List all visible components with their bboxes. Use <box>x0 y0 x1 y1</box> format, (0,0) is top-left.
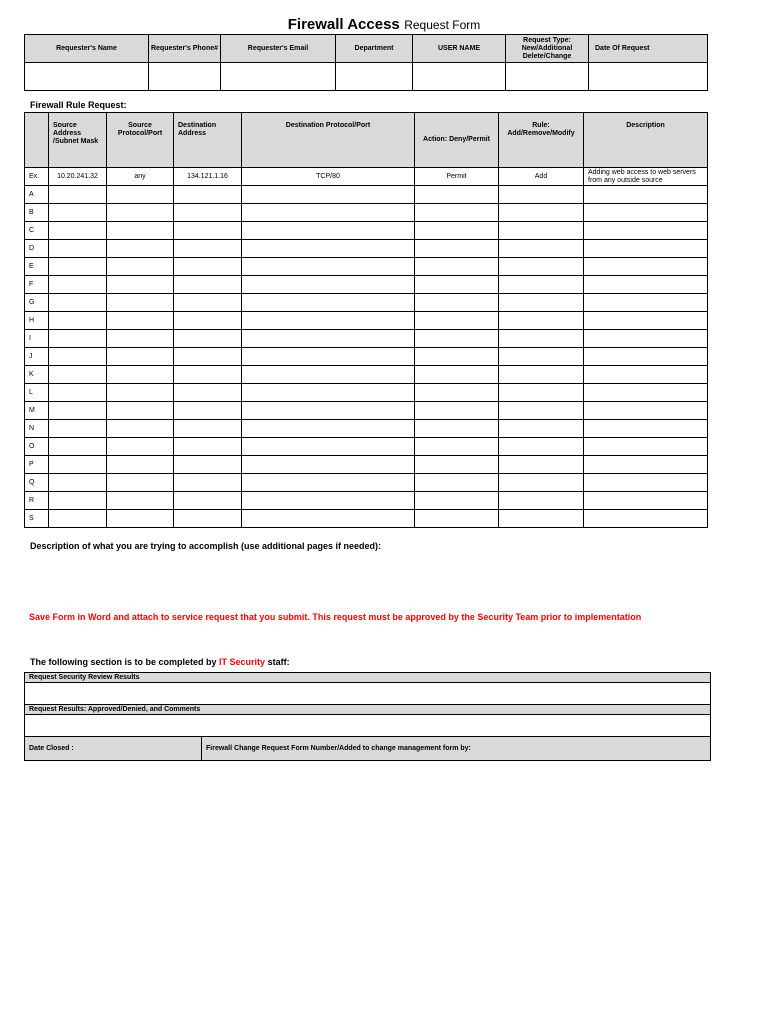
header-rule: Rule: Add/Remove/Modify <box>499 113 584 168</box>
rule-cell[interactable] <box>499 366 584 384</box>
rule-row <box>25 294 708 312</box>
rule-cell[interactable] <box>499 294 584 312</box>
source-address-cell[interactable] <box>49 510 107 528</box>
row-letter: M <box>25 402 49 420</box>
source-address-cell[interactable] <box>49 402 107 420</box>
rule-cell[interactable] <box>499 240 584 258</box>
rule-cell[interactable] <box>499 402 584 420</box>
row-letter: P <box>25 456 49 474</box>
description-cell[interactable] <box>584 240 708 258</box>
destination-protocol-cell[interactable] <box>242 186 415 204</box>
description-cell[interactable] <box>584 510 708 528</box>
example-action: Permit <box>415 168 499 186</box>
destination-protocol-cell[interactable] <box>242 510 415 528</box>
row-letter: J <box>25 348 49 366</box>
action-cell[interactable] <box>415 258 499 276</box>
form-title <box>0 16 768 34</box>
row-letter: L <box>25 384 49 402</box>
example-destination-protocol: TCP/80 <box>242 168 415 186</box>
source-address-cell[interactable] <box>49 240 107 258</box>
row-letter: C <box>25 222 49 240</box>
source-address-cell[interactable] <box>49 222 107 240</box>
header-date-of-request: Date Of Request <box>589 35 708 63</box>
description-cell[interactable] <box>584 294 708 312</box>
action-cell[interactable] <box>415 276 499 294</box>
row-letter: F <box>25 276 49 294</box>
header-requester-email: Requester's Email <box>221 35 336 63</box>
requester-phone-field[interactable] <box>149 63 221 91</box>
destination-protocol-cell[interactable] <box>242 420 415 438</box>
security-section-prefix: The following section is to be completed by <box>30 657 217 667</box>
destination-address-cell[interactable] <box>174 294 242 312</box>
source-protocol-cell[interactable] <box>107 420 174 438</box>
rule-cell[interactable] <box>499 222 584 240</box>
header-department: Department <box>336 35 413 63</box>
rule-cell[interactable] <box>499 312 584 330</box>
rule-row <box>25 222 708 240</box>
rule-cell[interactable] <box>499 492 584 510</box>
header-requester-name: Requester's Name <box>25 35 149 63</box>
rule-row <box>25 276 708 294</box>
source-protocol-cell[interactable] <box>107 276 174 294</box>
destination-protocol-cell[interactable] <box>242 366 415 384</box>
destination-protocol-cell[interactable] <box>242 294 415 312</box>
row-letter: O <box>25 438 49 456</box>
rule-cell[interactable] <box>499 276 584 294</box>
description-cell[interactable] <box>584 222 708 240</box>
destination-address-cell[interactable] <box>174 384 242 402</box>
source-address-cell[interactable] <box>49 276 107 294</box>
source-address-cell[interactable] <box>49 474 107 492</box>
destination-address-cell[interactable] <box>174 366 242 384</box>
rule-row <box>25 366 708 384</box>
action-cell[interactable] <box>415 492 499 510</box>
action-cell[interactable] <box>415 474 499 492</box>
row-letter: I <box>25 330 49 348</box>
destination-protocol-cell[interactable] <box>242 204 415 222</box>
destination-protocol-cell[interactable] <box>242 456 415 474</box>
action-cell[interactable] <box>415 330 499 348</box>
date-closed-field[interactable]: Date Closed : <box>25 737 202 761</box>
header-source-address: Source Address /Subnet Mask <box>49 113 107 168</box>
description-cell[interactable] <box>584 366 708 384</box>
source-protocol-cell[interactable] <box>107 258 174 276</box>
example-rule: Add <box>499 168 584 186</box>
rule-row <box>25 330 708 348</box>
destination-address-cell[interactable] <box>174 330 242 348</box>
destination-address-cell[interactable] <box>174 258 242 276</box>
source-protocol-cell[interactable] <box>107 240 174 258</box>
example-destination-address: 134.121.1.16 <box>174 168 242 186</box>
save-form-notice: Save Form in Word and attach to service request that you submit. This request must be approved by the Security Team prior to implementation <box>29 612 642 622</box>
rule-row <box>25 456 708 474</box>
change-form-field[interactable]: Firewall Change Request Form Number/Added to change management form by: <box>202 737 711 761</box>
form-title-bold: Firewall Access <box>287 16 400 33</box>
example-label: Ex. <box>25 168 49 186</box>
destination-protocol-cell[interactable] <box>242 402 415 420</box>
rule-section-label: Firewall Rule Request: <box>30 100 127 110</box>
source-protocol-cell[interactable] <box>107 312 174 330</box>
action-cell[interactable] <box>415 456 499 474</box>
rule-row <box>25 402 708 420</box>
header-requester-phone: Requester's Phone# <box>149 35 221 63</box>
rule-row <box>25 510 708 528</box>
source-protocol-cell[interactable] <box>107 330 174 348</box>
rule-cell[interactable] <box>499 384 584 402</box>
header-source-protocol: Source Protocol/Port <box>107 113 174 168</box>
row-letter: H <box>25 312 49 330</box>
source-address-cell[interactable] <box>49 258 107 276</box>
description-cell[interactable] <box>584 276 708 294</box>
source-protocol-cell[interactable] <box>107 384 174 402</box>
rule-row <box>25 420 708 438</box>
rule-cell[interactable] <box>499 420 584 438</box>
example-source-address: 10.20.241.32 <box>49 168 107 186</box>
source-address-cell[interactable] <box>49 438 107 456</box>
user-name-field[interactable] <box>413 63 506 91</box>
header-destination-protocol: Destination Protocol/Port <box>242 113 415 168</box>
security-section-suffix: staff: <box>267 657 290 667</box>
source-protocol-cell[interactable] <box>107 186 174 204</box>
example-source-protocol: any <box>107 168 174 186</box>
description-prompt: Description of what you are trying to accomplish (use additional pages if needed): <box>30 541 382 551</box>
rule-cell[interactable] <box>499 330 584 348</box>
row-letter: A <box>25 186 49 204</box>
destination-address-cell[interactable] <box>174 222 242 240</box>
row-letter: G <box>25 294 49 312</box>
rule-row <box>25 474 708 492</box>
description-cell[interactable] <box>584 456 708 474</box>
source-address-cell[interactable] <box>49 204 107 222</box>
results-comments-field[interactable] <box>25 715 711 737</box>
header-user-name: USER NAME <box>413 35 506 63</box>
rule-cell[interactable] <box>499 510 584 528</box>
rule-cell[interactable] <box>499 474 584 492</box>
rule-cell[interactable] <box>499 258 584 276</box>
rule-row <box>25 438 708 456</box>
header-row-id <box>25 113 49 168</box>
row-letter: S <box>25 510 49 528</box>
destination-protocol-cell[interactable] <box>242 312 415 330</box>
destination-address-cell[interactable] <box>174 402 242 420</box>
description-cell[interactable] <box>584 186 708 204</box>
description-cell[interactable] <box>584 204 708 222</box>
description-cell[interactable] <box>584 474 708 492</box>
header-description: Description <box>584 113 708 168</box>
source-address-cell[interactable] <box>49 348 107 366</box>
department-field[interactable] <box>336 63 413 91</box>
action-cell[interactable] <box>415 402 499 420</box>
source-address-cell[interactable] <box>49 492 107 510</box>
rule-row <box>25 384 708 402</box>
row-letter: Q <box>25 474 49 492</box>
source-address-cell[interactable] <box>49 294 107 312</box>
destination-address-cell[interactable] <box>174 186 242 204</box>
row-letter: N <box>25 420 49 438</box>
source-protocol-cell[interactable] <box>107 366 174 384</box>
description-cell[interactable] <box>584 312 708 330</box>
destination-address-cell[interactable] <box>174 420 242 438</box>
destination-protocol-cell[interactable] <box>242 492 415 510</box>
destination-protocol-cell[interactable] <box>242 474 415 492</box>
security-review-table <box>24 672 711 761</box>
example-row <box>25 168 708 186</box>
source-protocol-cell[interactable] <box>107 294 174 312</box>
destination-protocol-cell[interactable] <box>242 348 415 366</box>
action-cell[interactable] <box>415 222 499 240</box>
source-protocol-cell[interactable] <box>107 438 174 456</box>
destination-protocol-cell[interactable] <box>242 438 415 456</box>
description-cell[interactable] <box>584 420 708 438</box>
action-cell[interactable] <box>415 438 499 456</box>
requester-info-table <box>24 34 708 91</box>
destination-address-cell[interactable] <box>174 474 242 492</box>
row-letter: R <box>25 492 49 510</box>
source-protocol-cell[interactable] <box>107 348 174 366</box>
destination-protocol-cell[interactable] <box>242 240 415 258</box>
action-cell[interactable] <box>415 204 499 222</box>
destination-protocol-cell[interactable] <box>242 258 415 276</box>
rule-row <box>25 204 708 222</box>
description-cell[interactable] <box>584 258 708 276</box>
source-address-cell[interactable] <box>49 312 107 330</box>
header-request-type: Request Type: New/Additional Delete/Change <box>506 35 589 63</box>
source-address-cell[interactable] <box>49 330 107 348</box>
destination-address-cell[interactable] <box>174 510 242 528</box>
rule-cell[interactable] <box>499 186 584 204</box>
results-comments-header: Request Results: Approved/Denied, and Comments <box>25 705 711 715</box>
source-address-cell[interactable] <box>49 186 107 204</box>
rule-row <box>25 312 708 330</box>
firewall-rule-table <box>24 112 708 528</box>
action-cell[interactable] <box>415 384 499 402</box>
source-protocol-cell[interactable] <box>107 510 174 528</box>
source-protocol-cell[interactable] <box>107 402 174 420</box>
action-cell[interactable] <box>415 294 499 312</box>
rule-cell[interactable] <box>499 204 584 222</box>
rule-row <box>25 348 708 366</box>
destination-address-cell[interactable] <box>174 276 242 294</box>
destination-protocol-cell[interactable] <box>242 330 415 348</box>
example-description: Adding web access to web servers from any outside source <box>584 168 708 186</box>
source-address-cell[interactable] <box>49 366 107 384</box>
source-address-cell[interactable] <box>49 384 107 402</box>
rule-row <box>25 492 708 510</box>
source-protocol-cell[interactable] <box>107 222 174 240</box>
action-cell[interactable] <box>415 186 499 204</box>
source-address-cell[interactable] <box>49 456 107 474</box>
request-type-field[interactable] <box>506 63 589 91</box>
action-cell[interactable] <box>415 420 499 438</box>
source-protocol-cell[interactable] <box>107 204 174 222</box>
destination-address-cell[interactable] <box>174 240 242 258</box>
security-section-label <box>30 657 290 667</box>
destination-protocol-cell[interactable] <box>242 276 415 294</box>
security-section-highlight: IT Security <box>219 657 266 667</box>
row-letter: E <box>25 258 49 276</box>
destination-address-cell[interactable] <box>174 456 242 474</box>
destination-address-cell[interactable] <box>174 492 242 510</box>
rule-row <box>25 240 708 258</box>
description-cell[interactable] <box>584 402 708 420</box>
destination-address-cell[interactable] <box>174 438 242 456</box>
destination-address-cell[interactable] <box>174 312 242 330</box>
header-action: Action: Deny/Permit <box>415 113 499 168</box>
destination-address-cell[interactable] <box>174 348 242 366</box>
description-cell[interactable] <box>584 492 708 510</box>
row-letter: D <box>25 240 49 258</box>
rule-row <box>25 258 708 276</box>
header-destination-address: Destination Address <box>174 113 242 168</box>
source-address-cell[interactable] <box>49 420 107 438</box>
destination-protocol-cell[interactable] <box>242 384 415 402</box>
destination-address-cell[interactable] <box>174 204 242 222</box>
date-of-request-field[interactable] <box>589 63 708 91</box>
rule-cell[interactable] <box>499 456 584 474</box>
description-cell[interactable] <box>584 384 708 402</box>
row-letter: B <box>25 204 49 222</box>
action-cell[interactable] <box>415 240 499 258</box>
description-cell[interactable] <box>584 330 708 348</box>
rule-cell[interactable] <box>499 348 584 366</box>
action-cell[interactable] <box>415 312 499 330</box>
requester-email-field[interactable] <box>221 63 336 91</box>
rule-cell[interactable] <box>499 438 584 456</box>
row-letter: K <box>25 366 49 384</box>
review-results-field[interactable] <box>25 683 711 705</box>
action-cell[interactable] <box>415 510 499 528</box>
requester-name-field[interactable] <box>25 63 149 91</box>
description-cell[interactable] <box>584 438 708 456</box>
action-cell[interactable] <box>415 366 499 384</box>
review-results-header: Request Security Review Results <box>25 673 711 683</box>
source-protocol-cell[interactable] <box>107 492 174 510</box>
description-cell[interactable] <box>584 348 708 366</box>
rule-row <box>25 186 708 204</box>
source-protocol-cell[interactable] <box>107 474 174 492</box>
form-title-rest: Request Form <box>404 18 481 32</box>
action-cell[interactable] <box>415 348 499 366</box>
destination-protocol-cell[interactable] <box>242 222 415 240</box>
source-protocol-cell[interactable] <box>107 456 174 474</box>
